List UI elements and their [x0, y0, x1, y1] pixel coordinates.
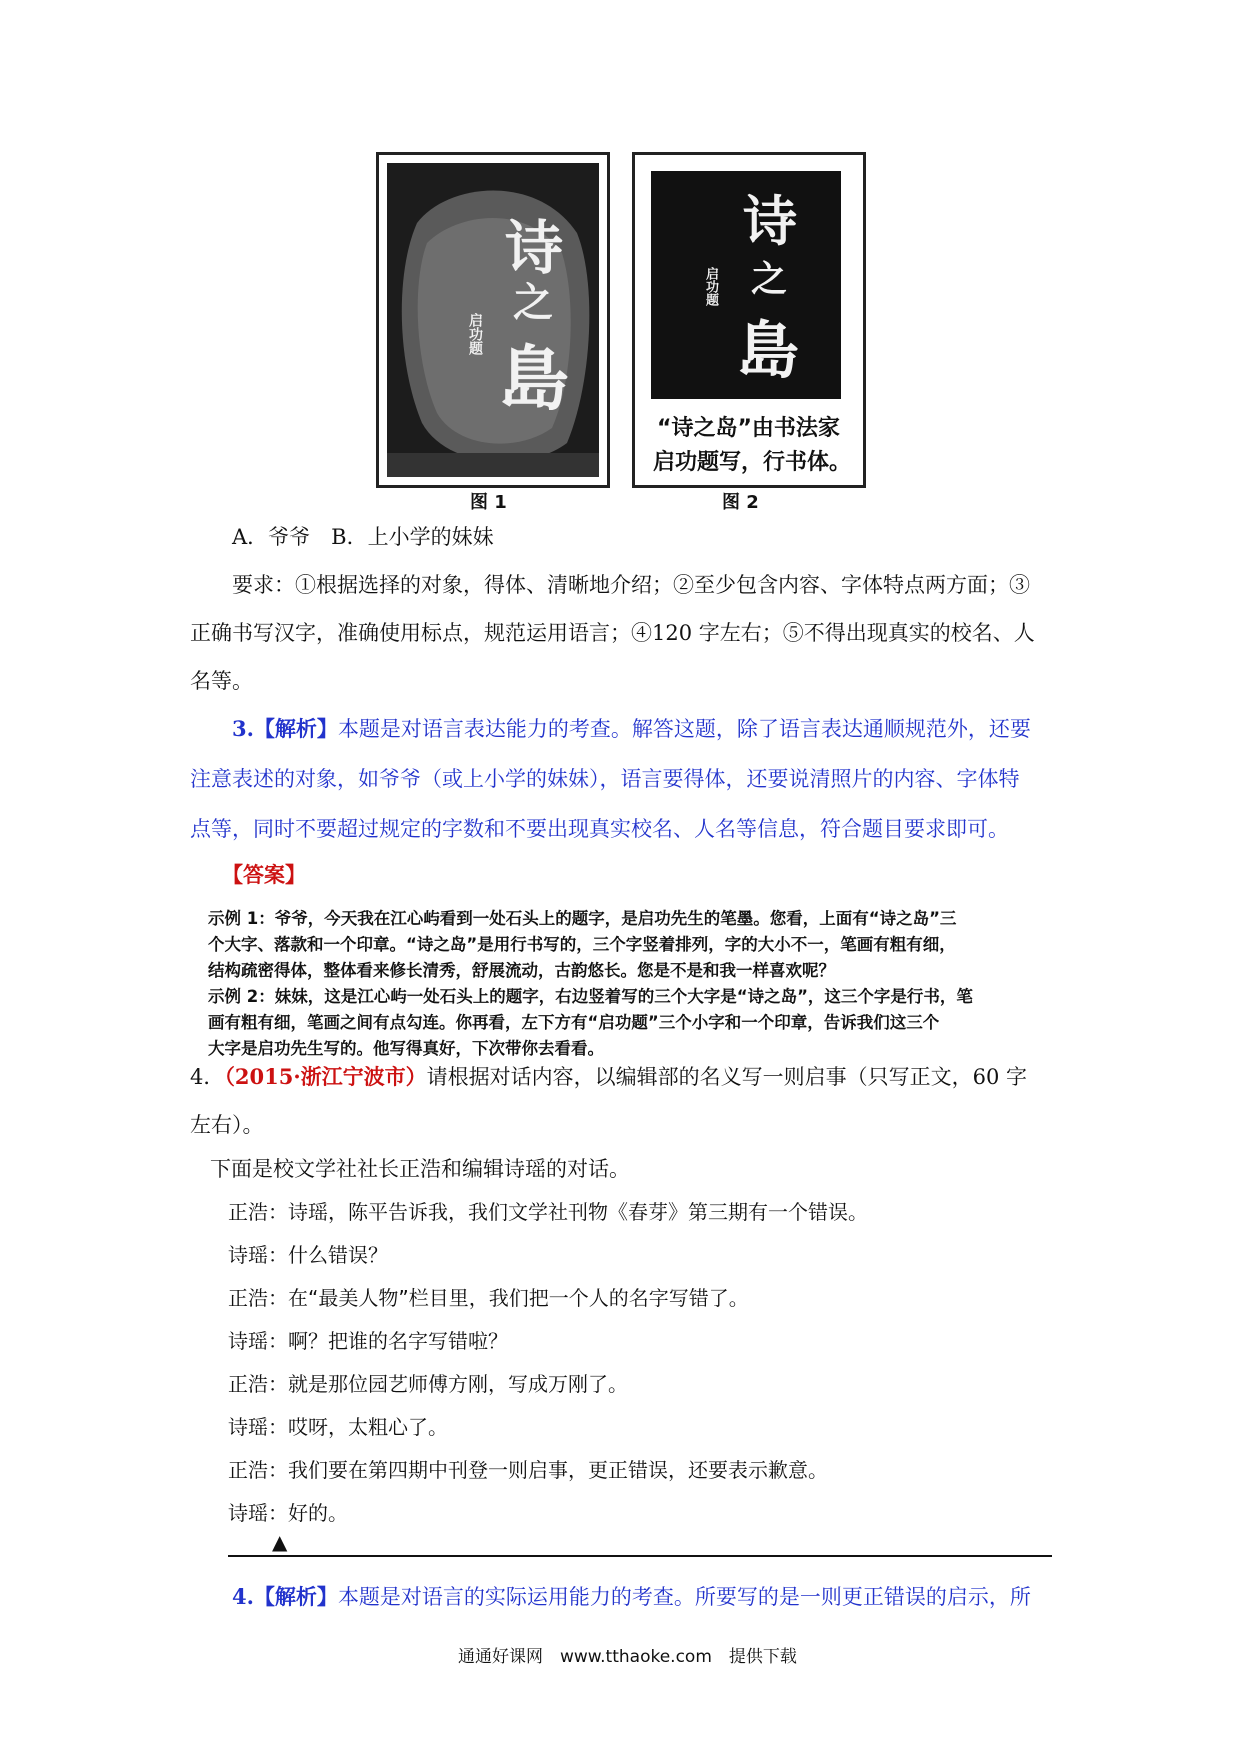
q3-options: A．爷爷 B．上小学的妹妹	[232, 525, 494, 549]
rubbing-char-2: 之	[751, 258, 788, 300]
rubbing-char-1: 诗	[743, 189, 797, 253]
dialog-line-4: 诗瑶：啊？把谁的名字写错啦？	[228, 1329, 508, 1353]
answer-line-3: 结构疏密得体，整体看来修长清秀，舒展流动，古韵悠长。您是不是和我一样喜欢呢？	[208, 961, 835, 980]
q3-analysis-line-2: 注意表述的对象，如爷爷（或上小学的妹妹），语言要得体，还要说清照片的内容、字体特	[190, 767, 1020, 791]
q4-prompt-text: 请根据对话内容，以编辑部的名义写一则启事（只写正文，60 字	[426, 1065, 1028, 1089]
q3-requirement-3: 名等。	[190, 669, 253, 693]
dialog-line-1: 正浩：诗瑶，陈平告诉我，我们文学社刊物《春芽》第三期有一个错误。	[228, 1200, 868, 1224]
stone-image	[387, 163, 599, 477]
answer-line-4: 示例 2：妹妹，这是江心屿一处石头上的题字，右边竖着写的三个大字是“诗之岛”，这三个字是行书，笔	[208, 987, 973, 1006]
q3-analysis-line-3: 点等，同时不要超过规定的字数和不要出现真实校名、人名等信息，符合题目要求即可。	[190, 817, 1009, 841]
q3-answer-label: 【答案】	[222, 862, 306, 887]
answer-line-2: 个大字、落款和一个印章。“诗之岛”是用行书写的，三个字竖着排列，字的大小不一，笔画有粗有细，	[208, 935, 956, 954]
dialog-line-8: 诗瑶：好的。	[228, 1501, 348, 1525]
dialog-line-7: 正浩：我们要在第四期中刊登一则启事，更正错误，还要表示歉意。	[228, 1458, 828, 1482]
q4-analysis-label: 4.【解析】	[232, 1584, 338, 1609]
answer-line-6: 大字是启功先生写的。他写得真好，下次带你去看看。	[208, 1039, 604, 1058]
q4-analysis-text-1: 本题是对语言的实际运用能力的考查。所要写的是一则更正错误的启示，所	[337, 1585, 1031, 1609]
q3-analysis-label: 3.【解析】	[232, 716, 338, 741]
figure-2-note-1: “诗之岛”由书法家	[657, 416, 840, 441]
q4-prompt-line-2: 左右）。	[190, 1113, 264, 1137]
q3-requirement-2: 正确书写汉字，准确使用标点，规范运用语言；④120 字左右；⑤不得出现真实的校名、人	[190, 621, 1035, 645]
calligraphy-char-3: 島	[499, 337, 569, 420]
blank-marker: ▲	[272, 1530, 288, 1554]
answer-line-1: 示例 1：爷爷，今天我在江心屿看到一处石头上的题字，是启功先生的笔墨。您看，上面有“诗之岛”三	[208, 909, 957, 928]
q4-source: （2015·浙江宁波市）	[224, 1064, 427, 1089]
dialog-line-5: 正浩：就是那位园艺师傅方刚，写成万刚了。	[228, 1372, 628, 1396]
q4-analysis-line-1	[232, 1582, 1031, 1612]
q3-analysis-line-1	[232, 714, 1031, 744]
q4-number: 4．	[190, 1065, 225, 1089]
figure-2-note-2: 启功题写，行书体。	[653, 450, 852, 475]
dialog-line-2: 诗瑶：什么错误？	[228, 1243, 388, 1267]
answer-line-5: 画有粗有细，笔画之间有点勾连。你再看，左下方有“启功题”三个小字和一个印章，告诉我们这三个	[208, 1013, 940, 1032]
figure-1-photo	[376, 152, 610, 488]
dialog-line-3: 正浩：在“最美人物”栏目里，我们把一个人的名字写错了。	[228, 1286, 749, 1310]
rubbing-signature: 启功题	[703, 267, 718, 306]
dialog-line-6: 诗瑶：哎呀，太粗心了。	[228, 1415, 448, 1439]
page-footer: 通通好课网 www.tthaoke.com 提供下载	[458, 1647, 797, 1667]
figure-1-caption: 图 1	[470, 492, 507, 513]
figure-2-rubbing	[632, 152, 866, 488]
calligraphy-char-2: 之	[513, 279, 553, 326]
answer-blank-line	[228, 1555, 1052, 1557]
rubbing-char-3: 島	[737, 314, 800, 387]
q3-requirement-1: 要求：①根据选择的对象，得体、清晰地介绍；②至少包含内容、字体特点两方面；③	[232, 573, 1030, 597]
q3-analysis-text-1: 本题是对语言表达能力的考查。解答这题，除了语言表达通顺规范外，还要	[337, 717, 1031, 741]
q4-prompt-line-1	[190, 1062, 1027, 1092]
calligraphy-signature: 启功题	[467, 313, 483, 355]
calligraphy-char-1: 诗	[505, 214, 564, 282]
figure-2-caption: 图 2	[722, 492, 759, 513]
q4-intro: 下面是校文学社社长正浩和编辑诗瑶的对话。	[210, 1157, 630, 1181]
